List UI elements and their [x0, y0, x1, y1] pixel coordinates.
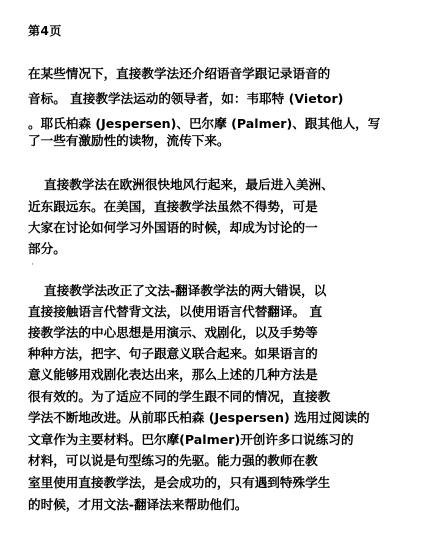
text-line: 音标。 直接教学法运动的领导者，如：韦耶特 (Vietor)	[28, 91, 344, 106]
text-line: 直接教学法改正了文法-翻译教学法的两大错误，以	[44, 283, 327, 298]
text-line: 材料，可以说是句型练习的先驱。能力强的教师在教	[28, 453, 318, 468]
text-line: 很有效的。为了适应不同的学生跟不同的情况，直接教	[28, 389, 331, 404]
text-line: 文章作为主要材料。巴尔摩(Palmer)开创许多口说练习的	[28, 432, 354, 447]
text-line: 部分。	[28, 241, 66, 256]
text-line: 近东跟远东。在美国，直接教学法虽然不得势，可是	[28, 199, 318, 214]
text-line: 意义能够用戏剧化表达出来，那么上述的几种方法是	[28, 367, 318, 382]
page-number-header: 第4页	[28, 24, 62, 38]
text-line: 直接教学法在欧洲很快地风行起来，最后进入美洲、	[44, 177, 334, 192]
text-line: 在某些情况下，直接教学法还介绍语音学跟记录语音的	[28, 66, 331, 81]
text-line: 。耶氏柏森 (Jespersen)、巴尔摩 (Palmer)、跟其他人，写	[28, 116, 381, 131]
text-line: 种种方法，把字、句子跟意义联合起来。如果语言的	[28, 346, 318, 361]
text-line: 直接接触语言代替背文法，以使用语言代替翻译。 直	[28, 304, 323, 319]
text-line: 学法不断地改进。从前耶氏柏森 (Jespersen) 选用过阅读的	[28, 410, 370, 425]
stray-dot: ·	[31, 260, 34, 270]
text-line: 接教学法的中心思想是用演示、戏剧化，以及手势等	[28, 325, 318, 340]
text-line: 的时候，才用文法-翻译法来帮助他们。	[28, 497, 248, 512]
text-line: 大家在讨论如何学习外国语的时候，却成为讨论的一	[28, 220, 318, 235]
text-line: 了一些有激励性的读物，流传下来。	[28, 133, 230, 148]
text-line: 室里使用直接教学法，是会成功的，只有遇到特殊学生	[28, 475, 331, 490]
